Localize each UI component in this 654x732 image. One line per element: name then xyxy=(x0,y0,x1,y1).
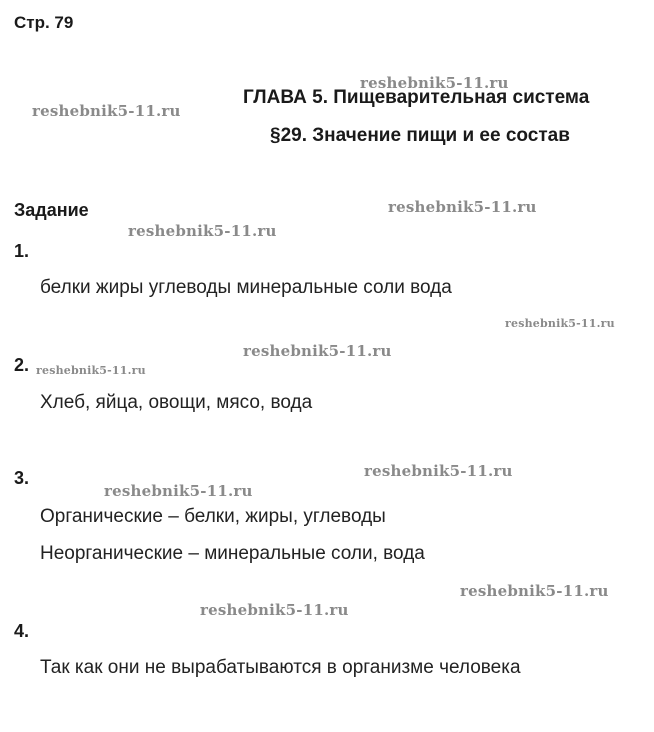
watermark: reshebnik5-11.ru xyxy=(388,198,537,216)
watermark: reshebnik5-11.ru xyxy=(128,222,277,240)
task-1-answer: белки жиры углеводы минеральные соли вода xyxy=(40,277,452,298)
task-3-number: 3. xyxy=(14,468,30,488)
watermark: reshebnik5-11.ru xyxy=(104,482,253,500)
task-3-answer-organic: Органические – белки, жиры, углеводы xyxy=(40,506,386,527)
section-title: §29. Значение пищи и ее состав xyxy=(270,125,570,146)
task-2-number: 2. xyxy=(14,355,30,375)
chapter-title: ГЛАВА 5. Пищеварительная система xyxy=(243,87,590,108)
task-4-answer: Так как они не вырабатываются в организме человека xyxy=(40,657,521,678)
page-number: Стр. 79 xyxy=(14,13,74,32)
task-3-answer-inorganic: Неорганические – минеральные соли, вода xyxy=(40,543,425,564)
task-4-number: 4. xyxy=(14,621,30,641)
watermark: reshebnik5-11.ru xyxy=(32,102,181,120)
task-1-number: 1. xyxy=(14,241,30,261)
watermark: reshebnik5-11.ru xyxy=(505,317,615,330)
watermark: reshebnik5-11.ru xyxy=(243,342,392,360)
task-heading: Задание xyxy=(14,200,89,220)
watermark: reshebnik5-11.ru xyxy=(460,582,609,600)
watermark: reshebnik5-11.ru xyxy=(36,364,146,377)
task-2-answer: Хлеб, яйца, овощи, мясо, вода xyxy=(40,392,313,413)
watermark: reshebnik5-11.ru xyxy=(364,462,513,480)
watermark: reshebnik5-11.ru xyxy=(360,74,509,92)
watermark: reshebnik5-11.ru xyxy=(200,601,349,619)
